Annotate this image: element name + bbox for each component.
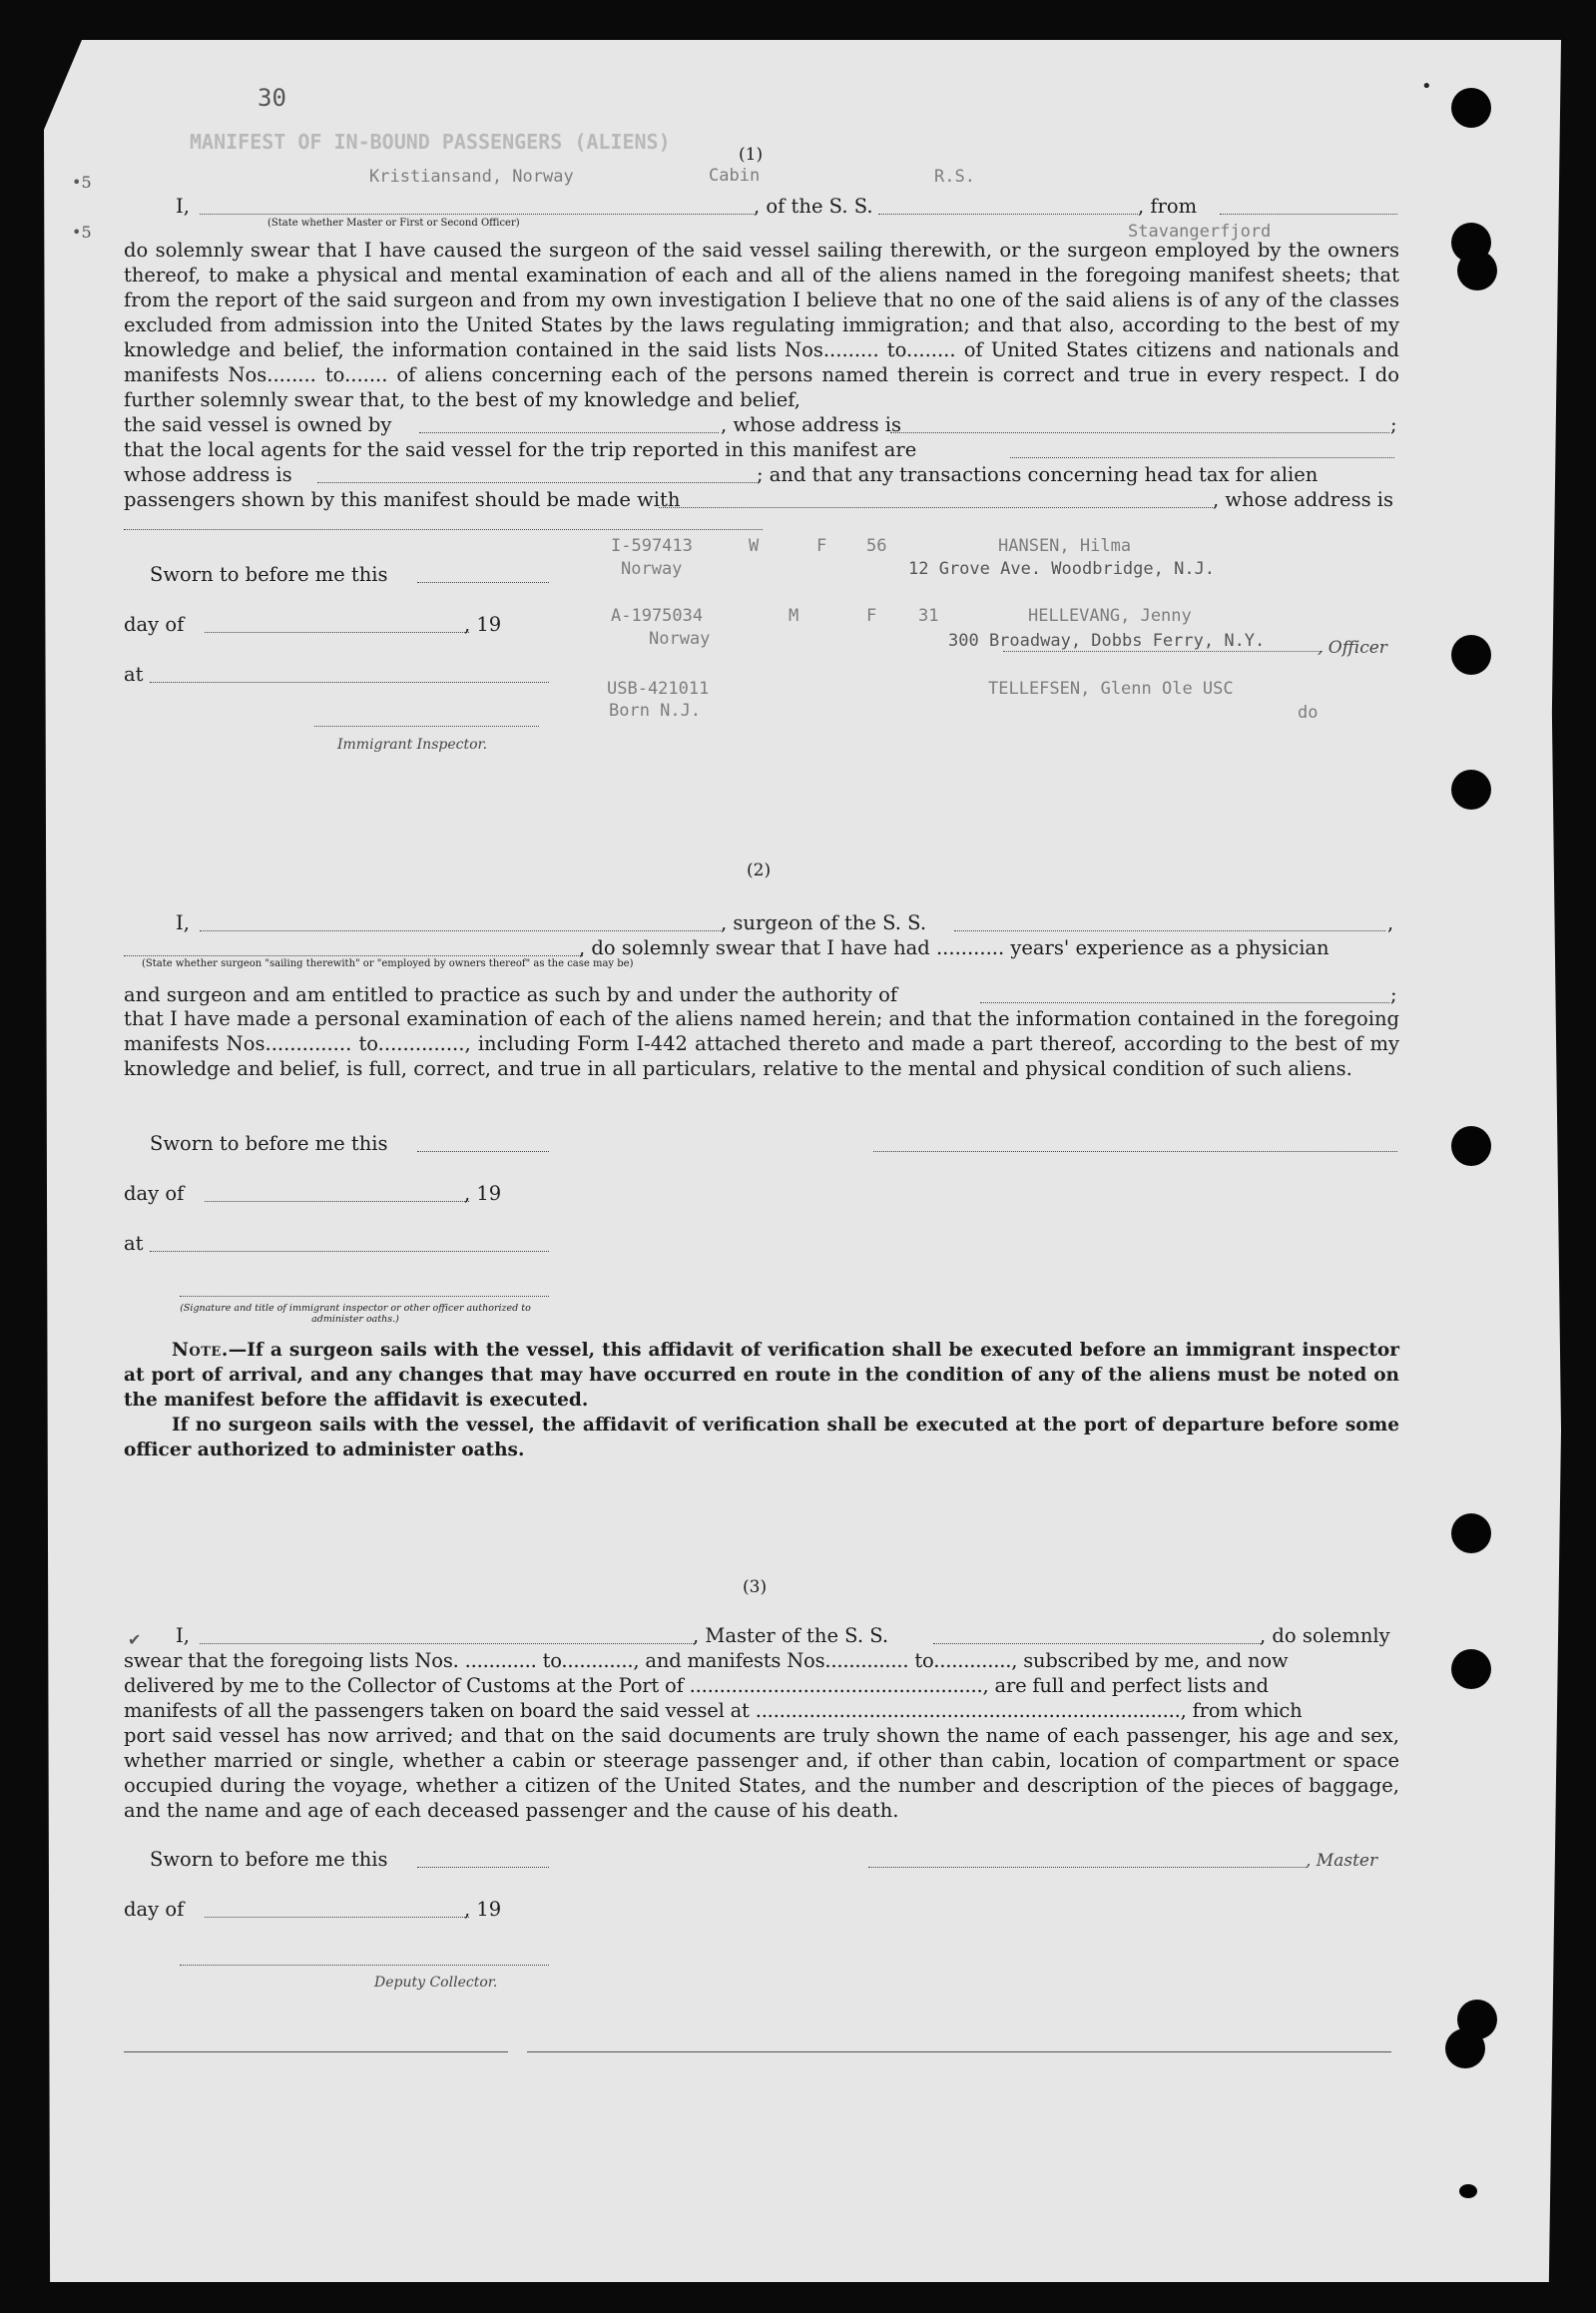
year-label-2: , 19 xyxy=(464,1182,502,1205)
sworn-date-line-2 xyxy=(417,1151,549,1152)
master-name-line xyxy=(200,214,754,215)
semicolon: ; xyxy=(1390,983,1397,1006)
section-3-number: (3) xyxy=(743,1577,768,1597)
section-2-i: I, xyxy=(176,911,190,934)
section-2-body: that I have made a personal examination of each of the aliens named herein; and that the information contained in the foregoing manifests Nos.............. to.............., including Form I-442 attached thereto and made a part thereof, according to the best of my knowledge and belief, is full, correct, and true in all particulars, relative to the mental and physical condition of such aliens. xyxy=(124,1007,1399,1080)
inspector-signature-line-2 xyxy=(180,1296,549,1297)
at-label-2: at xyxy=(124,1232,144,1255)
section-1-body: do solemnly swear that I have caused the surgeon of the said vessel sailing therewith, or the surgeon employed by the owners thereof, to make a physical and mental examination of each and all of the aliens named in the foregoing manifest sheets; that from the report of the said surgeon and from my own investigation I believe that no one of the said aliens is of any of the classes excluded from admission into the United States by the laws regulating immigration; and that also, according to the best of my knowledge and belief, the information contained in the said lists Nos......... to........ of United States citizens and nationals and manifests Nos........ to....... of aliens concerning each of the persons named therein is correct and true in every respect. I do further solemnly swear that, to the best of my knowledge and belief, xyxy=(124,239,1399,411)
sworn-date-line-1 xyxy=(417,582,549,583)
bleed-through-age: 56 xyxy=(866,536,887,556)
years-experience-label: , do solemnly swear that I have had ........... years' experience as a physician xyxy=(579,936,1330,959)
at-line-1 xyxy=(150,682,549,683)
punch-hole xyxy=(1451,635,1491,675)
day-of-line-3 xyxy=(205,1917,469,1918)
owner-address-label: , whose address is xyxy=(721,413,902,436)
day-of-label-2: day of xyxy=(124,1182,185,1205)
surgeon-signature-line xyxy=(873,1151,1397,1152)
section-1-number: (1) xyxy=(739,145,764,165)
bleed-through-nation: Born N.J. xyxy=(609,701,702,721)
sworn-label-1: Sworn to before me this xyxy=(150,563,388,586)
sworn-date-line-3 xyxy=(417,1867,549,1868)
bleed-through-doc: USB-421011 xyxy=(607,679,710,699)
authority-label: and surgeon and am entitled to practice as such by and under the authority of xyxy=(124,983,898,1006)
day-of-line-2 xyxy=(205,1201,469,1202)
bleed-through-name: TELLEFSEN, Glenn Ole USC xyxy=(988,679,1234,699)
deputy-collector-label: Deputy Collector. xyxy=(374,1975,498,1991)
head-tax-party-line xyxy=(659,507,1213,508)
day-of-label-3: day of xyxy=(124,1898,185,1921)
punch-hole xyxy=(1451,88,1491,128)
bleed-through-code: R.S. xyxy=(934,167,975,187)
bleed-through-class: Cabin xyxy=(709,166,761,186)
bleed-through-address: do xyxy=(1298,703,1319,723)
year-label-3: , 19 xyxy=(464,1898,502,1921)
section-3-line-2: delivered by me to the Collector of Customs at the Port of ................................................., are full and perfect lists and xyxy=(124,1674,1269,1697)
page-number: 30 xyxy=(258,84,286,112)
day-of-label-1: day of xyxy=(124,613,185,636)
section-1-i: I, xyxy=(176,195,190,218)
master-of-label: , Master of the S. S. xyxy=(693,1624,889,1647)
bleed-through-status: M xyxy=(789,606,799,626)
authority-line xyxy=(980,1002,1389,1003)
bleed-through-sex: F xyxy=(866,606,877,626)
punch-hole xyxy=(1459,2184,1477,2198)
note-text: —If a surgeon sails with the vessel, this affidavit of verification shall be executed before an immigrant inspector at port of arrival, and any changes that may have occurred en route in the condition of any of the aliens must be noted on the manifest before the affidavit is executed. xyxy=(124,1340,1399,1411)
owner-line xyxy=(419,432,719,433)
at-label-1: at xyxy=(124,663,144,686)
day-of-line-1 xyxy=(205,632,469,633)
sworn-label-3: Sworn to before me this xyxy=(150,1848,388,1871)
bleed-through-name: HANSEN, Hilma xyxy=(998,536,1132,556)
bleed-through-name: HELLEVANG, Jenny xyxy=(1028,606,1192,626)
surgeon-note-2: If no surgeon sails with the vessel, the affidavit of verification shall be executed at the port of departure before some officer authorized to administer oaths. xyxy=(124,1415,1399,1460)
head-tax-label: ; and that any transactions concerning head tax for alien xyxy=(757,463,1319,486)
master-signature-line xyxy=(868,1867,1308,1868)
bleed-through-nation: Norway xyxy=(649,629,711,649)
bleed-through-status: W xyxy=(749,536,760,556)
surgeon-note xyxy=(124,1338,1399,1413)
punch-hole xyxy=(1451,1649,1491,1689)
semicolon: ; xyxy=(1390,413,1397,436)
bleed-through-doc: A-1975034 xyxy=(611,606,704,626)
bottom-rule-right xyxy=(527,2051,1391,2052)
bottom-rule-left xyxy=(124,2051,508,2052)
from-label: , from xyxy=(1138,195,1198,218)
bleed-through-address: 300 Broadway, Dobbs Ferry, N.Y. xyxy=(948,631,1266,651)
punch-hole xyxy=(1457,251,1497,290)
do-solemnly-label: , do solemnly xyxy=(1260,1624,1390,1647)
officer-signature-line xyxy=(1003,651,1323,652)
bleed-through-nation: Norway xyxy=(621,559,683,579)
bleed-through-doc: I-597413 xyxy=(611,536,693,556)
punch-hole xyxy=(1451,770,1491,810)
at-line-2 xyxy=(150,1251,549,1252)
owned-by-label: the said vessel is owned by xyxy=(124,413,392,436)
bleed-through-place: Kristiansand, Norway xyxy=(369,167,574,187)
agents-address-label: whose address is xyxy=(124,463,292,486)
master-name-line-3 xyxy=(200,1643,694,1644)
bleed-through-port: Stavangerfjord xyxy=(1128,222,1272,242)
surgeon-status-line xyxy=(124,955,583,956)
surgeon-status-note: (State whether surgeon "sailing therewith" or "employed by owners thereof" as the case may be) xyxy=(142,958,634,969)
punch-hole xyxy=(1451,1513,1491,1553)
section-3-line-1: swear that the foregoing lists Nos. ............ to............, and manifests Nos.............. to............., subscribed by me, and now xyxy=(124,1649,1289,1672)
immigrant-inspector-label: Immigrant Inspector. xyxy=(337,737,488,753)
sworn-label-2: Sworn to before me this xyxy=(150,1132,388,1155)
punch-hole xyxy=(1445,2028,1485,2068)
inspector-signature-line xyxy=(314,726,539,727)
from-port-line xyxy=(1220,214,1397,215)
section-3-i: I, xyxy=(176,1624,190,1647)
deputy-signature-line xyxy=(180,1965,549,1966)
bleed-through-sex: F xyxy=(816,536,827,556)
passengers-label: passengers shown by this manifest should be made with xyxy=(124,488,681,511)
head-tax-address-label: , whose address is xyxy=(1213,488,1394,511)
master-label: , Master xyxy=(1306,1851,1378,1871)
bleed-through-address: 12 Grove Ave. Woodbridge, N.J. xyxy=(908,559,1216,579)
note-label: Note. xyxy=(172,1340,229,1361)
of-ss-label: , of the S. S. xyxy=(754,195,873,218)
surgeon-name-line xyxy=(200,930,721,931)
year-label-1: , 19 xyxy=(464,613,502,636)
head-tax-address-line xyxy=(124,529,763,530)
master-ship-line xyxy=(933,1643,1263,1644)
handwritten-check: ✔ xyxy=(128,1630,142,1649)
officer-label: , Officer xyxy=(1318,638,1387,658)
signature-title-note: (Signature and title of immigrant inspector or other officer authorized to administer oaths.) xyxy=(180,1303,531,1325)
local-agents-line xyxy=(1010,457,1394,458)
margin-mark: •5 xyxy=(72,223,92,242)
surgeon-of-label: , surgeon of the S. S. xyxy=(721,911,927,934)
ship-name-line xyxy=(878,214,1138,215)
punch-hole xyxy=(1451,1126,1491,1166)
agents-address-line xyxy=(317,482,757,483)
owner-address-line xyxy=(890,432,1389,433)
bleed-through-title: MANIFEST OF IN-BOUND PASSENGERS (ALIENS) xyxy=(190,130,671,154)
bleed-through-age: 31 xyxy=(918,606,939,626)
section-3-body: port said vessel has now arrived; and that on the said documents are truly shown the name of each passenger, his age and sex, whether married or single, whether a cabin or steerage passenger and, if other than cabin, location of compartment or space occupied during the voyage, whether a citizen of the United States, and the number and description of the pieces of baggage, and the name and age of each deceased passenger and the cause of his death. xyxy=(124,1724,1399,1822)
margin-mark: • xyxy=(1421,76,1432,97)
officer-rank-note: (State whether Master or First or Second Officer) xyxy=(267,218,520,229)
comma: , xyxy=(1387,911,1394,934)
surgeon-ship-line xyxy=(954,930,1385,931)
margin-mark: •5 xyxy=(72,173,92,192)
section-2-number: (2) xyxy=(747,861,772,880)
section-3-line-3: manifests of all the passengers taken on board the said vessel at ......................................................................., from which xyxy=(124,1699,1303,1722)
local-agents-label: that the local agents for the said vessel for the trip reported in this manifest are xyxy=(124,438,917,461)
